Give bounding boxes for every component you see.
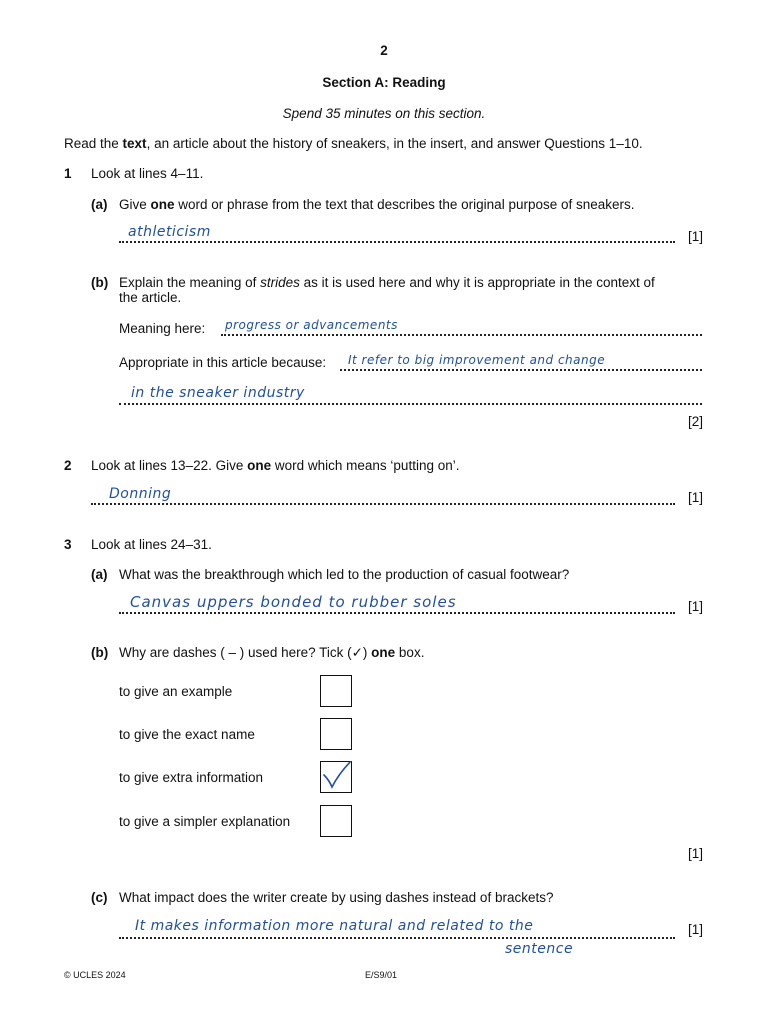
q1a-answer-line: [119, 241, 675, 243]
q1a-label: (a): [91, 197, 108, 212]
q1b-meaning-label: Meaning here:: [119, 321, 206, 336]
q3-stem: Look at lines 24–31.: [91, 537, 212, 552]
q1a-text: Give one word or phrase from the text that describes the original purpose of sneakers.: [119, 197, 635, 212]
q1-stem: Look at lines 4–11.: [91, 166, 204, 181]
intro-text: Read the text, an article about the history of sneakers, in the insert, and answer Questions 1–10.: [64, 136, 643, 151]
q2-answer-line: [91, 503, 675, 505]
q3c-label: (c): [91, 890, 108, 905]
q1b-appropriate-line-1: [340, 369, 702, 371]
q1b-mark: [2]: [688, 414, 704, 429]
q2-answer[interactable]: Donning: [109, 486, 172, 502]
q3b-text: Why are dashes ( – ) used here? Tick (✓) one box.: [119, 645, 425, 660]
q1b-meaning-answer[interactable]: progress or advancements: [225, 318, 398, 332]
q3c-answer-2[interactable]: sentence: [505, 941, 574, 957]
q1b-appropriate-line-2: [119, 403, 702, 405]
q3a-text: What was the breakthrough which led to the production of casual footwear?: [119, 567, 570, 582]
q1b-meaning-line: [221, 334, 702, 336]
q1a-mark: [1]: [688, 229, 704, 244]
q3c-answer-line: [119, 937, 675, 939]
q2-number: 2: [64, 458, 72, 473]
section-title: Section A: Reading: [322, 75, 446, 90]
footer-copyright: © UCLES 2024: [64, 970, 126, 980]
q3b-option-4-label: to give a simpler explanation: [119, 814, 291, 829]
checkmark-icon: [320, 761, 352, 793]
q3-number: 3: [64, 537, 72, 552]
q3a-answer[interactable]: Canvas uppers bonded to rubber soles: [130, 593, 457, 611]
q1a-answer[interactable]: athleticism: [128, 224, 211, 240]
q3b-option-3-label: to give extra information: [119, 770, 264, 785]
q3a-mark: [1]: [688, 599, 704, 614]
q3b-mark: [1]: [688, 846, 704, 861]
q1b-appropriate-answer-1[interactable]: It refer to big improvement and change: [348, 353, 606, 367]
q3c-mark: [1]: [688, 922, 704, 937]
q2-mark: [1]: [688, 490, 704, 505]
q3b-option-2-checkbox[interactable]: [320, 718, 352, 750]
q3b-option-4-checkbox[interactable]: [320, 805, 352, 837]
q1-number: 1: [64, 166, 72, 181]
q3b-label: (b): [91, 645, 109, 660]
q3b-option-3-checkbox[interactable]: [320, 761, 352, 793]
q3b-option-1-checkbox[interactable]: [320, 675, 352, 707]
q3c-text: What impact does the writer create by using dashes instead of brackets?: [119, 890, 554, 905]
q1b-appropriate-answer-2[interactable]: in the sneaker industry: [131, 385, 305, 401]
page-number: 2: [380, 43, 388, 58]
q1b-label: (b): [91, 275, 109, 290]
q3b-option-1-label: to give an example: [119, 684, 233, 699]
q2-text: Look at lines 13–22. Give one word which means ‘putting on’.: [91, 458, 460, 473]
q1b-text: Explain the meaning of strides as it is used here and why it is appropriate in the context of: [119, 275, 655, 290]
q3a-label: (a): [91, 567, 108, 582]
q1b-text-line2: the article.: [119, 290, 182, 305]
q3b-option-2-label: to give the exact name: [119, 727, 255, 742]
q3a-answer-line: [119, 612, 675, 614]
q1b-appropriate-label: Appropriate in this article because:: [119, 355, 327, 370]
footer-code: E/S9/01: [365, 970, 398, 980]
q3c-answer-1[interactable]: It makes information more natural and related to the: [135, 918, 534, 934]
time-note: Spend 35 minutes on this section.: [282, 106, 486, 121]
